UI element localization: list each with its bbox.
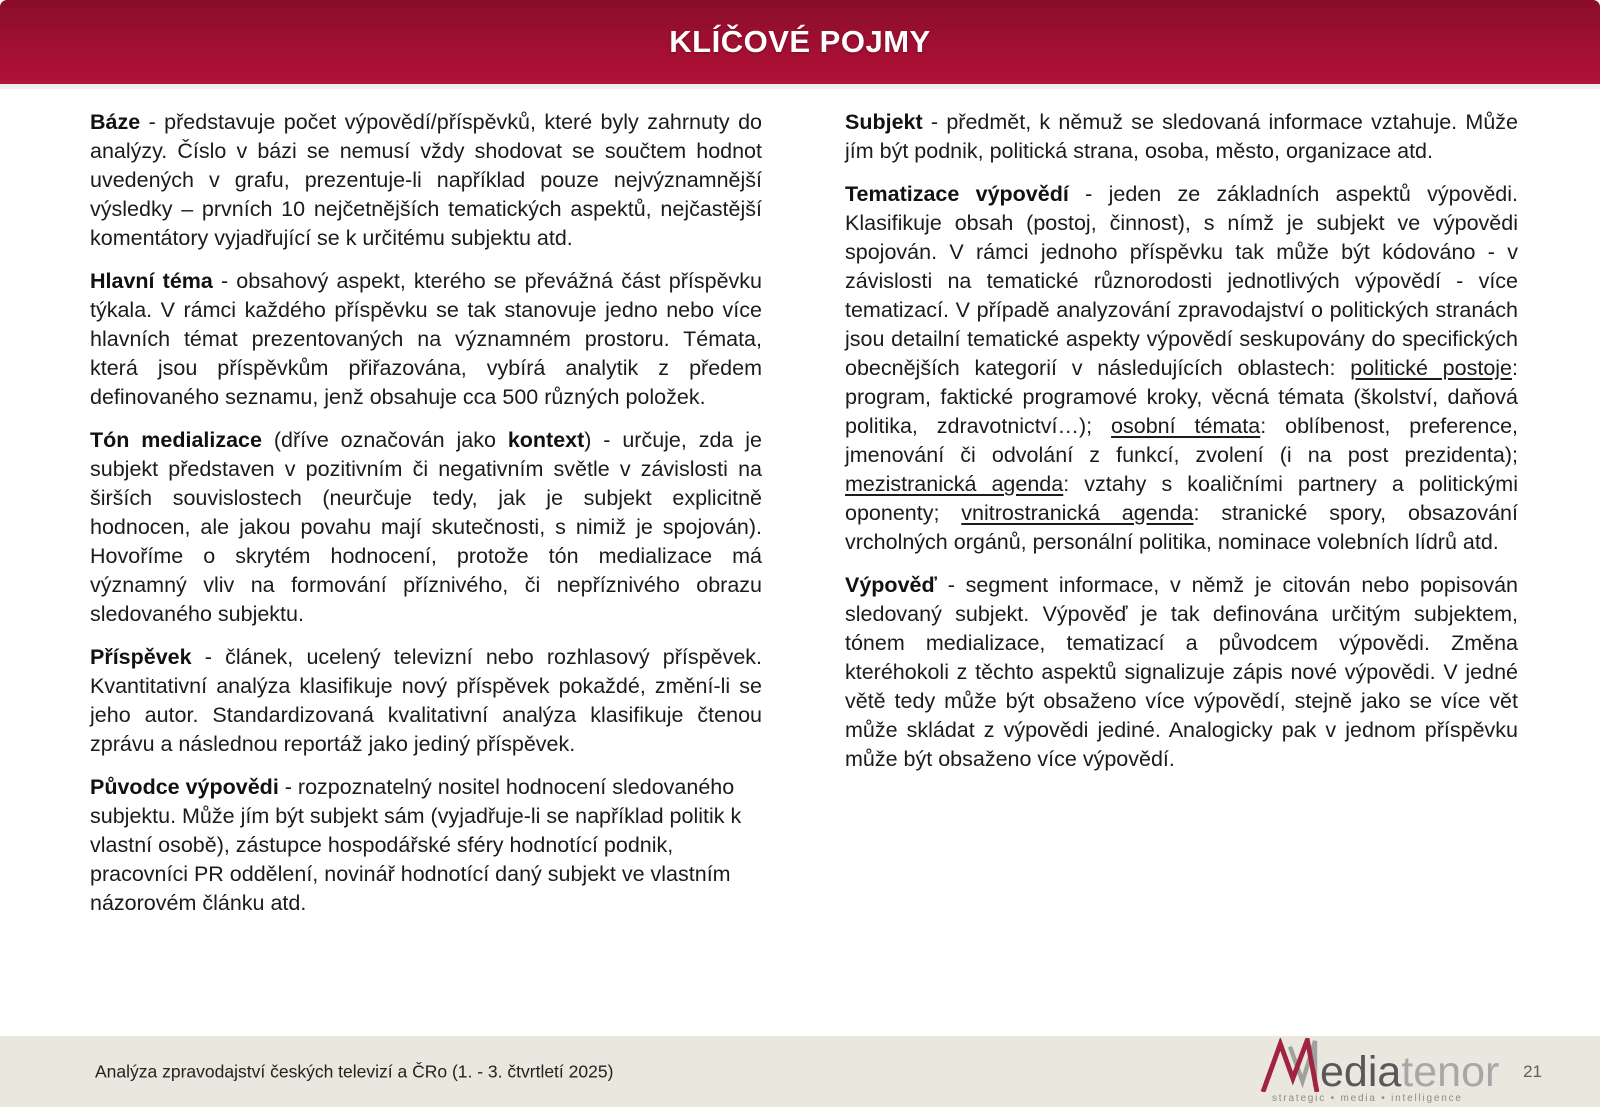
definition-text: ) - určuje, zda je subjekt představen v pozitivním či negativním světle v závislosti na širších souvislostech (neurčuje tedy, jak je subjekt explicitně hodnocen, ale jakou povahu mají skutečnosti, s nimiž je spojován). Hovoříme o skrytém hodnocení, protože tón medializace má významný vliv na formování příznivého, či nepříznivého obrazu sledovaného subjektu. [90,428,762,626]
definition-text: - článek, ucelený televizní nebo rozhlasový příspěvek. Kvantitativní analýza klasifikuje nový příspěvek pokaždé, změní-li se jeho autor. Standardizovaná kvalitativní analýza klasifikuje čtenou zprávu a následnou reportáž jako jediný příspěvek. [90,645,762,756]
term-label: Tematizace výpovědí [845,182,1069,206]
definition-text: (dříve označován jako [261,428,508,452]
underlined-category: vnitrostranická agenda [961,501,1194,525]
definition-paragraph [90,108,762,253]
underlined-category: osobní témata [1111,414,1261,438]
definition-paragraph [90,773,762,918]
definition-text: : oblíbenost, preference, jmenování či odvolání z funkcí, zvolení (i na post prezidenta); [845,414,1518,467]
definition-text: - segment informace, v němž je citován nebo popisován sledovaný subjekt. Výpověď je tak definována určitým subjektem, tónem medializace, tematizací a původcem výpovědi. Změna kteréhokoli z těchto aspektů signalizuje zápis nové výpovědi. V jedné větě tedy může být obsaženo více výpovědí, stejně jako se více vět může skládat z výpovědi jediné. Analogicky pak v jednom příspěvku může být obsaženo více výpovědí. [845,573,1518,771]
logo-mark-icon [1258,1038,1320,1092]
definition-text: - předmět, k němuž se sledovaná informace vztahuje. Může jím být podnik, politická strana, osoba, město, organizace atd. [845,110,1518,163]
right-column [845,89,1518,1036]
underlined-category: politické postoje [1350,356,1513,380]
logo-wordmark-dark: edia [1320,1048,1402,1096]
term-label: kontext [507,428,585,452]
definition-text: - rozpoznatelný nositel hodnocení sledovaného subjektu. Může jím být subjekt sám (vyjadřuje-li se například politik k vlastní osobě), zástupce hospodářské sféry hodnotící podnik, pracovníci PR oddělení, novinář hodnotící daný subjekt ve vlastním názorovém článku atd. [90,775,742,915]
definition-paragraph [845,108,1518,166]
page-number: 21 [1523,1061,1542,1081]
footer-source-text: Analýza zpravodajství českých televizí a ČRo (1. - 3. čtvrtletí 2025) [95,1061,614,1081]
logo-wordmark [1320,1048,1500,1096]
term-label: Příspěvek [90,645,192,669]
page-title: KLÍČOVÉ POJMY [669,24,931,59]
definition-text: - představuje počet výpovědí/příspěvků, které byly zahrnuty do analýzy. Číslo v bázi se nemusí vždy shodovat se součtem hodnot uvedených v grafu, prezentuje-li například pouze nejvýznamnější výsledky – prvních 10 nejčetnějších tematických aspektů, nejčastější komentátory vyjadřující se k určitému subjektu atd. [90,110,762,250]
term-label: Výpověď [845,573,937,597]
logo-tagline: strategic • media • intelligence [1272,1093,1463,1104]
definition-text: : stranické spory, obsazování vrcholných orgánů, personální politika, nominace volebních lídrů atd. [845,501,1518,554]
term-label: Původce výpovědi [90,775,279,799]
definition-paragraph [90,643,762,759]
logo-row [1258,1040,1503,1096]
term-label: Subjekt [845,110,923,134]
slide-body [0,89,1600,1036]
definition-paragraph [90,426,762,629]
mediatenor-logo [1258,1040,1503,1103]
footer-bar [0,1036,1600,1107]
definition-paragraph [845,571,1518,774]
term-label: Báze [90,110,141,134]
logo-wordmark-light: tenor [1401,1048,1500,1096]
definition-paragraph [845,180,1518,557]
left-column [90,89,762,1036]
term-label: Hlavní téma [90,269,213,293]
definition-text: - jeden ze základních aspektů výpovědi. Klasifikuje obsah (postoj, činnost), s nímž je subjekt ve výpovědi spojován. V rámci jednoho příspěvku tak může být kódováno - v závislosti na tematické různorodosti jednotlivých výpovědí - více tematizací. V případě analyzování zpravodajství o politických stranách jsou detailní tematické aspekty výpovědí seskupovány do specifických obecnějších kategorií v následujících oblastech: [845,182,1519,380]
definition-text: - obsahový aspekt, kterého se převážná část příspěvku týkala. V rámci každého příspěvku se tak stanovuje jedno nebo více hlavních témat prezentovaných na významném prostoru. Témata, která jsou příspěvkům přiřazována, vybírá analytik z předem definovaného seznamu, jenž obsahuje cca 500 různých položek. [90,269,763,409]
definition-text: : vztahy s koaličními partnery a politickými oponenty; [845,472,1518,525]
definition-text: : program, faktické programové kroky, věcná témata (školství, daňová politika, zdravotnictví…); [845,356,1518,438]
slide-header [0,0,1600,84]
term-label: Tón medializace [90,428,262,452]
underlined-category: mezistranická agenda [845,472,1064,496]
definition-paragraph [90,267,762,412]
